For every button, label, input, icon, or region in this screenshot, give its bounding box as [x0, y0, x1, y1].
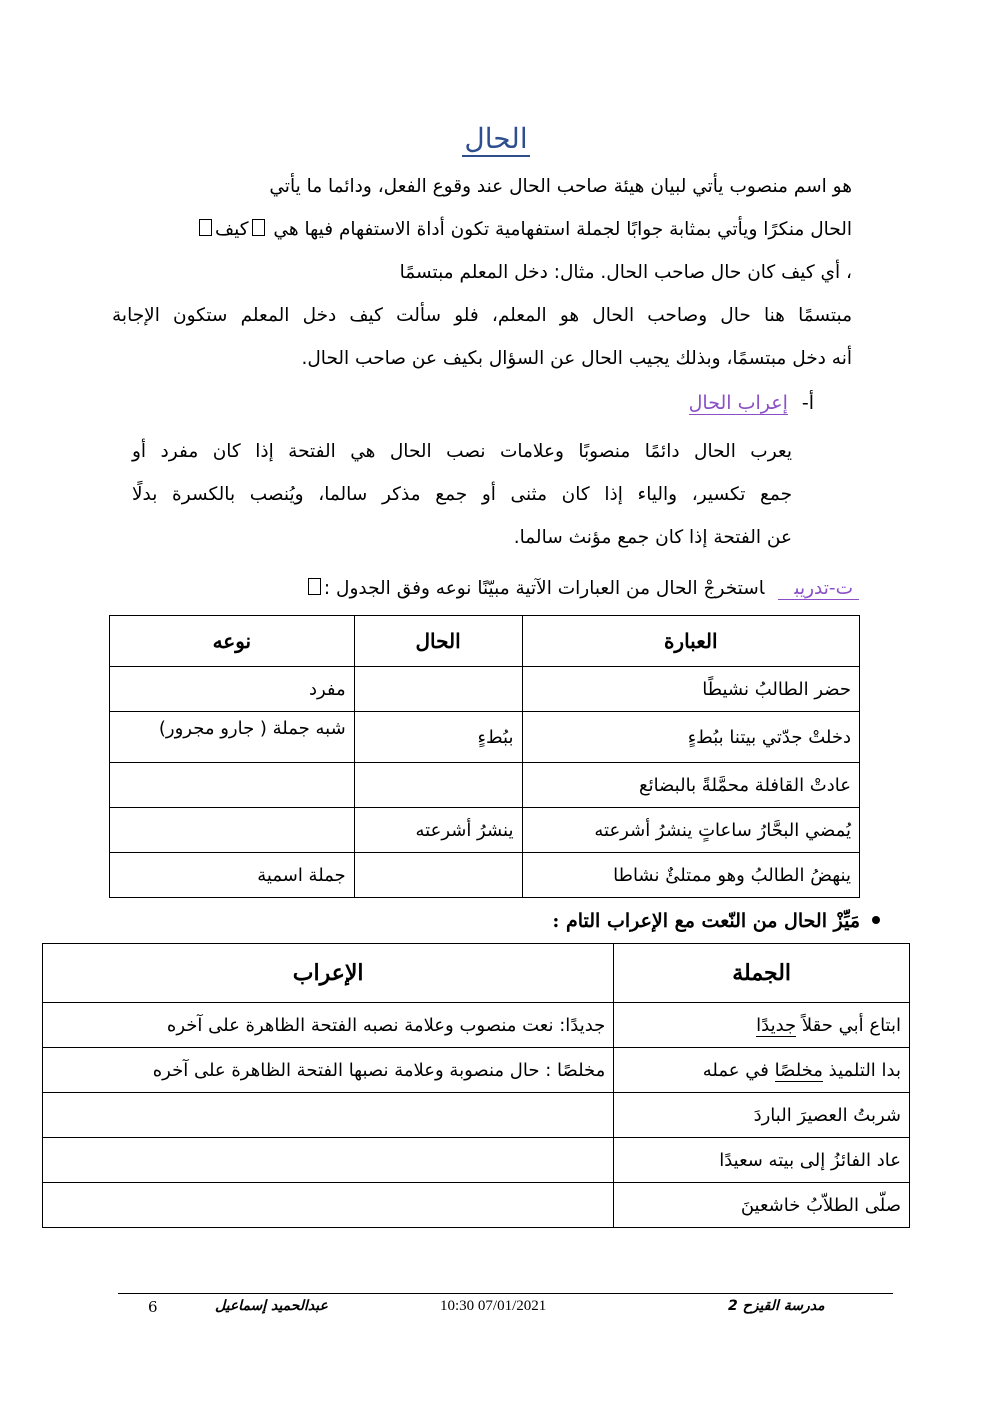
table-header: العبارة	[522, 616, 860, 667]
table-row	[110, 712, 860, 763]
table-cell: مخلصًا : حال منصوبة وعلامة نصبها الفتحة الظاهرة على آخره	[43, 1048, 614, 1093]
footer-school: مدرسة القيزح 2	[728, 1298, 825, 1314]
table-row	[110, 667, 860, 712]
section-a-heading: أ-إعراب الحال	[688, 392, 814, 414]
table-cell	[110, 763, 355, 808]
checkbox-icon	[252, 219, 265, 236]
irab-line-1: يعرب الحال دائمًا منصوبًا وعلامات نصب الحال هي الفتحة إذا كان مفرد أو	[132, 441, 792, 462]
table-cell: جديدًا: نعت منصوب وعلامة نصبه الفتحة الظاهرة على آخره	[43, 1003, 614, 1048]
table-row	[43, 1048, 910, 1093]
table-header: نوعه	[110, 616, 355, 667]
table-cell: مفرد	[110, 667, 355, 712]
intro-line-4: مبتسمًا هنا حال وصاحب الحال هو المعلم، فلو سألت كيف دخل المعلم ستكون الإجابة	[112, 305, 852, 326]
irab-line-2: جمع تكسير، والياء إذا كان مثنى أو جمع مذكر سالما، ويُنصب بالكسرة بدلًا	[132, 484, 792, 505]
table-header: الحال	[354, 616, 522, 667]
table-row	[43, 1138, 910, 1183]
footer-author: عبدالحميد إسماعيل	[215, 1298, 328, 1314]
intro-line-5: أنه دخل مبتسمًا، وبذلك يجيب الحال عن السؤال بكيف عن صاحب الحال.	[301, 348, 852, 369]
section-a-link[interactable]: إعراب الحال	[688, 392, 788, 414]
footer-date: 10:30 07/01/2021	[440, 1298, 547, 1314]
table-cell: حضر الطالبُ نشيطًا	[522, 667, 860, 712]
table-cell: ابتاع أبي حقلاً جديدًا	[614, 1003, 910, 1048]
bullet-icon	[872, 916, 880, 924]
table-header: الجملة	[614, 944, 910, 1003]
section-b-heading: مَيِّزْ الحال من النّعت مع الإعراب التام :	[552, 910, 880, 932]
intro-line-1: هو اسم منصوب يأتي لبيان هيئة صاحب الحال عند وقوع الفعل، ودائما ما يأتي	[269, 176, 852, 197]
table-row	[110, 763, 860, 808]
table-row	[43, 1093, 910, 1138]
table-row	[110, 853, 860, 898]
table-cell	[354, 763, 522, 808]
table-header-row	[43, 944, 910, 1003]
page-number: 6	[148, 1298, 158, 1316]
checkbox-icon	[199, 219, 212, 236]
irab-line-3: عن الفتحة إذا كان جمع مؤنث سالما.	[513, 527, 792, 548]
table-cell: جملة اسمية	[110, 853, 355, 898]
training-heading: ت-تدريباستخرجْ الحال من العبارات الآتية مبيّنًا نوعه وفق الجدول :	[305, 578, 859, 599]
table-cell: دخلتْ جدّتي بيتنا ببُطءٍ	[522, 712, 860, 763]
irab-table	[42, 943, 910, 1228]
table-row	[43, 1183, 910, 1228]
table-cell: صلّى الطلاّبُ خاشعينَ	[614, 1183, 910, 1228]
table-cell	[110, 808, 355, 853]
checkbox-icon	[308, 578, 321, 595]
table-cell: شربتُ العصيرَ الباردَ	[614, 1093, 910, 1138]
table-cell	[43, 1093, 614, 1138]
table-cell: ينهضُ الطالبُ وهو ممتلئٌ نشاطا	[522, 853, 860, 898]
table-row	[43, 1003, 910, 1048]
intro-line-3: ، أي كيف كان حال صاحب الحال. مثال: دخل المعلم مبتسمًا	[399, 262, 852, 283]
table-row	[110, 808, 860, 853]
table-header: الإعراب	[43, 944, 614, 1003]
training-label[interactable]: ت-تدريب	[778, 578, 859, 600]
table-cell: شبه جملة ( جارو مجرور)	[110, 712, 355, 763]
table-cell	[354, 853, 522, 898]
table-cell: ينشرُ أشرعته	[354, 808, 522, 853]
table-cell: عاد الفائزُ إلى بيته سعيدًا	[614, 1138, 910, 1183]
table-cell	[43, 1183, 614, 1228]
training-table	[109, 615, 860, 898]
intro-line-2: الحال منكرًا ويأتي بمثابة جوابًا لجملة استفهامية تكون أداة الاستفهام فيها هي كيف	[112, 216, 852, 244]
page-title: الحال	[464, 122, 528, 155]
table-header-row	[110, 616, 860, 667]
table-cell: عادتْ القافلة محمَّلةً بالبضائع	[522, 763, 860, 808]
table-cell: بدا التلميذ مخلصًا في عمله	[614, 1048, 910, 1093]
table-cell: ببُطءٍ	[354, 712, 522, 763]
table-cell: يُمضي البحَّارُ ساعاتٍ ينشرُ أشرعته	[522, 808, 860, 853]
footer-divider	[118, 1293, 893, 1294]
table-cell	[43, 1138, 614, 1183]
table-cell	[354, 667, 522, 712]
